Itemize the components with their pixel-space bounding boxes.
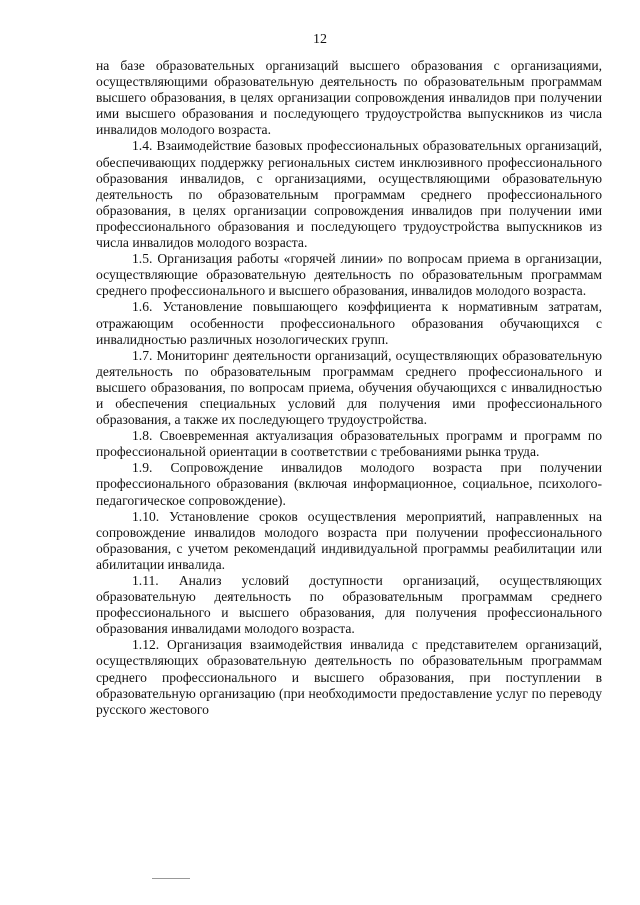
paragraph-item-1-5: 1.5. Организация работы «горячей линии» по вопросам приема в организации, осуществляющие образовательную деятельность по образовательным программам среднего профессионального и высшего образования, инвалидов молодого возраста. (96, 251, 602, 299)
paragraph-item-1-7: 1.7. Мониторинг деятельности организаций, осуществляющих образовательную деятельность по образовательным программам среднего профессионального и высшего образования, по вопросам приема, обучения обучающихся с инвалидностью и обеспечения специальных условий для получения ими профессионального образования, а также их последующего трудоустройства. (96, 347, 602, 428)
paragraph-item-1-4: 1.4. Взаимодействие базовых профессиональных образовательных организаций, обеспечивающих поддержку региональных систем инклюзивного профессионального образования инвалидов, с организациями, осуществляющими образовательную деятельность по образовательным программам среднего профессионального образования, в целях организации сопровождения инвалидов при получении ими профессионального образования и последующего трудоустройства выпускников из числа инвалидов молодого возраста. (96, 138, 602, 251)
paragraph-continuation: на базе образовательных организаций высшего образования с организациями, осуществляющими образовательную деятельность по образовательным программам высшего образования, в целях организации сопровождения инвалидов при получении ими высшего образования и последующего трудоустройства выпускников из числа инвалидов молодого возраста. (96, 58, 602, 138)
paragraph-item-1-11: 1.11. Анализ условий доступности организаций, осуществляющих образовательную деятельность по образовательным программам среднего профессионального и высшего образования, для получения профессионального образования инвалидами молодого возраста. (96, 573, 602, 637)
document-body (96, 58, 602, 718)
paragraph-item-1-12: 1.12. Организация взаимодействия инвалида с представителем организаций, осуществляющих образовательную деятельность по образовательным программам среднего профессионального и высшего образования, при поступлении в образовательную организацию (при необходимости предоставление услуг по переводу русского жестового (96, 637, 602, 717)
page-number: 12 (313, 32, 327, 47)
paragraph-item-1-8: 1.8. Своевременная актуализация образовательных программ и программ по профессиональной ориентации в соответствии с требованиями рынка труда. (96, 428, 602, 460)
footer-mark (152, 878, 190, 879)
paragraph-item-1-9: 1.9. Сопровождение инвалидов молодого возраста при получении профессионального образования (включая информационное, социальное, психолого-педагогическое сопровождение). (96, 460, 602, 508)
paragraph-item-1-6: 1.6. Установление повышающего коэффициента к нормативным затратам, отражающим особенности профессионального образования обучающихся с инвалидностью различных нозологических групп. (96, 299, 602, 347)
paragraph-item-1-10: 1.10. Установление сроков осуществления мероприятий, направленных на сопровождение инвалидов молодого возраста при получении профессионального образования, с учетом рекомендаций индивидуальной программы реабилитации или абилитации инвалида. (96, 508, 602, 572)
